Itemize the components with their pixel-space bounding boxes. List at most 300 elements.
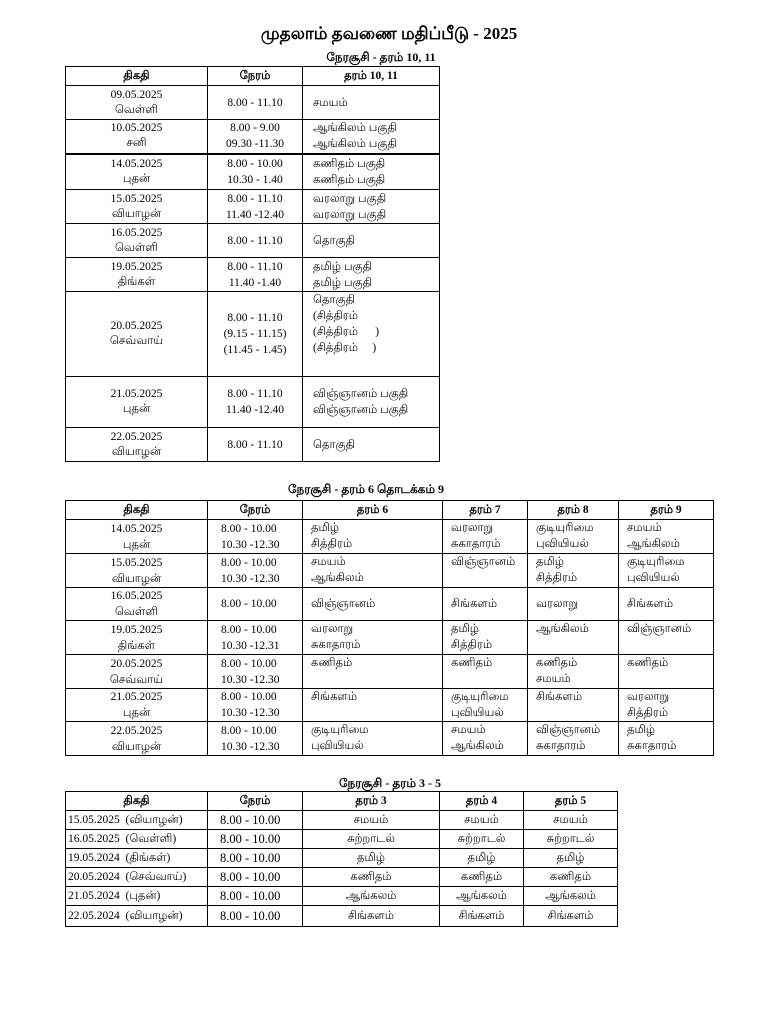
header-row [66, 501, 714, 520]
date-cell [66, 520, 208, 554]
subject-text: தமிழ் [556, 851, 585, 864]
subject-cell [303, 428, 440, 462]
day-text: வியாழன் [111, 207, 162, 220]
table-body [66, 520, 714, 756]
date-text: 22.05.2024 (வியாழன்) [68, 909, 183, 922]
date-cell [66, 292, 208, 377]
subject-cell [619, 722, 714, 756]
subject-text: சிங்களம் [458, 909, 505, 922]
date-cell [66, 86, 208, 120]
subject-cell [524, 906, 618, 927]
day-text: திங்கள் [117, 639, 156, 652]
subject-cell [303, 120, 440, 154]
date-cell [66, 811, 208, 830]
subject-text: விஞ்ஞானம் [536, 724, 601, 736]
subject-cell [440, 849, 524, 868]
date-text: 16.05.2025 [110, 590, 163, 602]
date-text: 10.05.2025 [110, 122, 163, 135]
subject-text: விஞ்ஞானம் [451, 556, 516, 568]
subject-cell [524, 868, 618, 887]
date-text: 15.05.2025 (வியாழன்) [68, 813, 183, 826]
subject-text: குடியுரிமை [536, 522, 594, 534]
time-text: 8.00 - 11.10 [227, 192, 283, 205]
column-header-date: திகதி [66, 501, 208, 520]
day-text: வெள்ளி [114, 606, 159, 618]
subject-text: கணிதம் [536, 657, 578, 669]
time-text: 8.00 - 10.00 [221, 598, 277, 610]
subject-cell [443, 588, 528, 621]
subject-text: கணிதம் [627, 657, 669, 669]
subject-text: கணிதம் [460, 870, 503, 883]
time-cell [208, 588, 303, 621]
subject-text: விஞ்ஞானம் [627, 623, 692, 635]
date-cell [66, 868, 208, 887]
time-text: 09.30 -11.30 [225, 138, 285, 151]
subject-text: தொகுதி [313, 234, 356, 247]
table-row [66, 906, 618, 927]
column-header-time: நேரம் [208, 501, 303, 520]
time-text: 10.30 -12.31 [221, 639, 280, 652]
subject-text: சுற்றாடல் [457, 832, 506, 845]
time-text: 8.00 - 11.10 [227, 96, 283, 109]
subject-text: சித்திரம் [627, 707, 669, 719]
day-text: வியாழன் [111, 445, 162, 458]
timetable-grade-10-11 [65, 66, 440, 462]
date-text: 15.05.2025 [110, 192, 163, 205]
time-cell [208, 554, 303, 588]
time-text: 10.30 -12.30 [221, 707, 280, 719]
time-cell [208, 258, 303, 292]
subject-text: சிங்களம் [347, 909, 395, 922]
day-text: வெள்ளி [114, 103, 159, 116]
day-text: வியாழன் [111, 740, 162, 753]
column-header-grade-7: தரம் 7 [443, 501, 528, 520]
subject-cell [443, 689, 528, 722]
subject-cell [440, 868, 524, 887]
column-header-grade-3: தரம் 3 [303, 792, 440, 811]
timetable-subtitle-grade-10-11: நேரசூசி - தரம் 10, 11 [326, 50, 436, 64]
subject-text: குடியுரிமை [311, 724, 369, 736]
subject-text: கணிதம் [350, 870, 392, 883]
day-text: புதன் [122, 403, 151, 415]
subject-cell [619, 520, 714, 554]
column-header-grade-6: தரம் 6 [303, 501, 443, 520]
timetable-grade-6-9 [65, 500, 714, 756]
table-row [66, 849, 618, 868]
time-cell [208, 722, 303, 756]
subject-cell [303, 621, 443, 655]
subject-text: விஞ்ஞானம் பகுதி [313, 388, 409, 400]
table-header [66, 792, 618, 811]
date-text: 22.05.2025 [110, 724, 163, 737]
subject-cell [524, 887, 618, 906]
table-row [66, 154, 440, 190]
subject-cell [303, 224, 440, 258]
subject-text: சித்திரம் [536, 572, 578, 584]
date-cell [66, 588, 208, 621]
time-text: 11.40 -1.40 [228, 276, 282, 289]
date-text: 19.05.2025 [110, 623, 163, 636]
time-text: 10.30 -12.30 [221, 538, 280, 551]
time-cell [208, 849, 303, 868]
date-text: 15.05.2025 [110, 556, 163, 569]
subject-text: (சித்திரம் [313, 310, 358, 322]
time-cell [208, 887, 303, 906]
date-text: 16.05.2025 (வெள்ளி) [68, 832, 177, 845]
date-cell [66, 655, 208, 689]
time-text: (11.45 - 1.45) [223, 344, 287, 356]
date-text: 14.05.2025 [110, 522, 163, 535]
subject-cell [303, 868, 440, 887]
subject-cell [303, 377, 440, 428]
time-cell [208, 868, 303, 887]
subject-text: வரலாறு [451, 522, 494, 534]
subject-text: கணிதம் [451, 657, 493, 669]
table-row [66, 86, 440, 120]
subject-text: சமயம் [536, 673, 571, 685]
subject-text: சுகாதாரம் [311, 639, 361, 651]
subject-text: சிங்களம் [547, 909, 594, 922]
time-text: 8.00 - 11.10 [227, 438, 283, 451]
subject-text: குடியுரிமை [451, 691, 509, 703]
time-text: 8.00 - 10.00 [221, 556, 277, 569]
table-row [66, 887, 618, 906]
time-text: 8.00 - 11.10 [227, 234, 283, 247]
subject-cell [619, 689, 714, 722]
time-text: 8.00 - 10.00 [227, 157, 283, 170]
subject-cell [528, 621, 619, 655]
day-text: சனி [126, 137, 147, 150]
date-cell [66, 849, 208, 868]
subject-text: ஆங்கலம் [545, 889, 596, 902]
table-header [66, 67, 440, 86]
subject-text: தமிழ் பகுதி [313, 260, 373, 273]
table-row [66, 377, 440, 428]
time-cell [208, 520, 303, 554]
time-text: 8.00 - 10.00 [220, 908, 281, 923]
subject-text: சிங்களம் [627, 598, 674, 610]
time-cell [208, 190, 303, 224]
day-text: திங்கள் [117, 275, 156, 288]
subject-cell [303, 154, 440, 190]
time-cell [208, 906, 303, 927]
column-header-grade-4: தரம் 4 [440, 792, 524, 811]
time-text: (9.15 - 11.15) [223, 328, 287, 340]
timetable-grade-3-5 [65, 791, 618, 927]
time-text: 8.00 - 10.00 [220, 831, 281, 846]
table-body [66, 811, 618, 927]
date-cell [66, 428, 208, 462]
subject-text: புவியியல் [311, 740, 364, 752]
subject-cell [303, 722, 443, 756]
subject-cell [443, 655, 528, 689]
date-text: 09.05.2025 [110, 88, 163, 101]
subject-text: ஆங்கலம் [456, 889, 507, 902]
subject-cell [303, 86, 440, 120]
date-cell [66, 154, 208, 190]
time-cell [208, 811, 303, 830]
table-row [66, 588, 714, 621]
date-cell [66, 120, 208, 154]
subject-text: புவியியல் [451, 707, 504, 719]
subject-text: சிங்களம் [536, 691, 583, 703]
table-body [66, 86, 440, 462]
subject-text: புவியியல் [536, 538, 589, 550]
table-header [66, 501, 714, 520]
subject-text: கணிதம் [549, 870, 592, 883]
subject-cell [440, 906, 524, 927]
subject-cell [619, 621, 714, 655]
time-text: 8.00 - 10.00 [220, 888, 281, 903]
time-text: 8.00 - 10.00 [220, 812, 281, 827]
time-cell [208, 224, 303, 258]
table-row [66, 520, 714, 554]
subject-text: சுகாதாரம் [536, 740, 586, 752]
date-text: 19.05.2025 [110, 260, 163, 273]
subject-cell [528, 655, 619, 689]
table-row [66, 868, 618, 887]
date-cell [66, 190, 208, 224]
subject-text: ஆங்கிலம் பகுதி [313, 122, 397, 135]
table-row [66, 689, 714, 722]
time-text: 8.00 - 9.00 [230, 122, 280, 135]
subject-text: தொகுதி [313, 294, 356, 306]
subject-text: தமிழ் [311, 522, 340, 534]
time-cell [208, 86, 303, 120]
subject-text: வரலாறு [311, 623, 354, 635]
subject-text: சமயம் [451, 724, 486, 736]
subject-text: வரலாறு [536, 598, 579, 610]
day-text: செவ்வாய் [109, 673, 164, 686]
subject-text: (சித்திரம் ) [313, 326, 380, 338]
header-row [66, 792, 618, 811]
time-text: 11.40 -12.40 [225, 404, 285, 416]
day-text: புதன் [122, 707, 151, 719]
subject-cell [443, 621, 528, 655]
subject-text: (சித்திரம் ) [313, 342, 377, 354]
date-cell [66, 830, 208, 849]
subject-cell [303, 811, 440, 830]
subject-cell [528, 554, 619, 588]
subject-text: தமிழ் [627, 724, 656, 736]
time-text: 8.00 - 10.00 [221, 623, 277, 636]
date-cell [66, 722, 208, 756]
date-cell [66, 258, 208, 292]
subject-text: குடியுரிமை [627, 556, 685, 568]
date-cell [66, 621, 208, 655]
subject-text: சுகாதாரம் [451, 538, 501, 550]
table-row [66, 120, 440, 154]
subject-text: தமிழ் பகுதி [313, 276, 373, 289]
table-row [66, 428, 440, 462]
column-header-time: நேரம் [208, 792, 303, 811]
date-text: 21.05.2025 [110, 691, 163, 703]
subject-cell [303, 190, 440, 224]
subject-cell [524, 811, 618, 830]
timetable-subtitle-grade-6-9: நேரசூசி - தரம் 6 தொடக்கம் 9 [288, 482, 444, 496]
subject-text: சமயம் [627, 522, 662, 534]
subject-text: ஆங்கிலம் [627, 538, 680, 550]
subject-text: சமயம் [313, 96, 348, 109]
date-cell [66, 887, 208, 906]
subject-cell [303, 689, 443, 722]
subject-cell [443, 554, 528, 588]
day-text: வியாழன் [111, 572, 162, 585]
time-cell [208, 428, 303, 462]
subject-cell [524, 830, 618, 849]
subject-text: சமயம் [464, 813, 499, 826]
time-text: 8.00 - 10.00 [221, 522, 277, 535]
time-text: 8.00 - 10.00 [220, 869, 281, 884]
column-header-grade-9: தரம் 9 [619, 501, 714, 520]
time-cell [208, 377, 303, 428]
subject-text: சமயம் [353, 813, 389, 826]
subject-cell [443, 722, 528, 756]
document-title: முதலாம் தவணை மதிப்பீடு - 2025 [260, 24, 518, 43]
subject-cell [303, 292, 440, 377]
subject-text: சுற்றாடல் [546, 832, 595, 845]
subject-text: ஆங்கிலம் பகுதி [313, 138, 397, 151]
subject-text: கணிதம் பகுதி [313, 157, 386, 170]
column-header-time: நேரம் [208, 67, 303, 86]
date-text: 16.05.2025 [110, 226, 163, 239]
table-row [66, 554, 714, 588]
time-text: 11.40 -12.40 [225, 208, 285, 221]
subject-text: சுற்றாடல் [347, 832, 395, 845]
table-row [66, 655, 714, 689]
subject-text: விஞ்ஞானம் [311, 598, 376, 610]
time-text: 8.00 - 10.00 [221, 691, 277, 703]
table-row [66, 621, 714, 655]
subject-text: தமிழ் [356, 851, 386, 864]
day-text: புதன் [122, 172, 151, 185]
timetable-subtitle-grade-3-5: நேரசூசி - தரம் 3 - 5 [339, 776, 441, 790]
subject-text: கணிதம் பகுதி [313, 173, 386, 186]
time-text: 10.30 -12.30 [221, 740, 280, 753]
header-row [66, 67, 440, 86]
date-cell [66, 906, 208, 927]
subject-cell [303, 655, 443, 689]
table-row [66, 830, 618, 849]
time-cell [208, 689, 303, 722]
date-text: 22.05.2025 [110, 430, 163, 443]
subject-cell [303, 849, 440, 868]
time-cell [208, 292, 303, 377]
subject-text: ஆங்கலம் [345, 889, 397, 902]
subject-cell [619, 588, 714, 621]
subject-cell [303, 258, 440, 292]
date-text: 19.05.2024 (திங்கள்) [68, 851, 171, 864]
date-text: 21.05.2024 (புதன்) [68, 889, 161, 902]
table-row [66, 811, 618, 830]
subject-text: வரலாறு பகுதி [313, 208, 387, 221]
date-text: 20.05.2024 (செவ்வாய்) [68, 870, 187, 883]
time-cell [208, 154, 303, 190]
subject-cell [443, 520, 528, 554]
table-row [66, 224, 440, 258]
subject-text: சமயம் [553, 813, 588, 826]
subject-text: வரலாறு பகுதி [313, 192, 387, 205]
table-row [66, 190, 440, 224]
time-text: 10.30 - 1.40 [227, 173, 283, 186]
subject-cell [528, 520, 619, 554]
subject-cell [528, 588, 619, 621]
subject-cell [528, 722, 619, 756]
subject-text: சிங்களம் [451, 598, 498, 610]
time-text: 8.00 - 10.00 [221, 724, 277, 737]
date-cell [66, 689, 208, 722]
subject-text: ஆங்கிலம் [311, 572, 364, 584]
subject-cell [440, 811, 524, 830]
day-text: செவ்வாய் [109, 335, 164, 347]
subject-text: சமயம் [311, 556, 346, 568]
time-cell [208, 621, 303, 655]
time-text: 8.00 - 10.00 [220, 850, 281, 865]
column-header-grade-10-11: தரம் 10, 11 [303, 67, 440, 86]
column-header-date: திகதி [66, 792, 208, 811]
subject-cell [303, 520, 443, 554]
day-text: புதன் [122, 538, 151, 551]
subject-cell [619, 655, 714, 689]
subject-cell [303, 887, 440, 906]
subject-cell [303, 588, 443, 621]
time-text: 8.00 - 11.10 [227, 388, 283, 400]
table-row [66, 292, 440, 377]
date-text: 20.05.2025 [110, 657, 163, 670]
date-text: 14.05.2025 [110, 157, 163, 170]
subject-cell [303, 830, 440, 849]
time-cell [208, 655, 303, 689]
date-cell [66, 224, 208, 258]
date-text: 21.05.2025 [110, 388, 163, 400]
column-header-grade-5: தரம் 5 [524, 792, 618, 811]
time-text: 10.30 -12.30 [221, 572, 280, 585]
date-text: 20.05.2025 [110, 320, 163, 332]
subject-text: வரலாறு [627, 691, 670, 703]
subject-text: தமிழ் [451, 623, 480, 635]
subject-text: ஆங்கிலம் [536, 623, 589, 635]
subject-text: சித்திரம் [311, 538, 353, 550]
subject-text: விஞ்ஞானம் பகுதி [313, 404, 409, 416]
subject-text: சிங்களம் [311, 691, 358, 703]
table-row [66, 722, 714, 756]
time-text: 10.30 -12.30 [221, 673, 280, 686]
subject-text: தமிழ் [467, 851, 496, 864]
column-header-grade-8: தரம் 8 [528, 501, 619, 520]
subject-text: ஆங்கிலம் [451, 740, 504, 752]
subject-text: சுகாதாரம் [627, 740, 677, 752]
subject-text: புவியியல் [627, 572, 680, 584]
table-row [66, 258, 440, 292]
subject-text: தமிழ் [536, 556, 565, 568]
subject-cell [440, 887, 524, 906]
time-cell [208, 830, 303, 849]
time-cell [208, 120, 303, 154]
subject-text: சித்திரம் [451, 639, 493, 651]
subject-cell [524, 849, 618, 868]
time-text: 8.00 - 11.10 [227, 260, 283, 273]
date-cell [66, 377, 208, 428]
subject-text: தொகுதி [313, 438, 356, 451]
time-text: 8.00 - 11.10 [227, 312, 283, 324]
subject-cell [303, 906, 440, 927]
date-cell [66, 554, 208, 588]
time-text: 8.00 - 10.00 [221, 657, 277, 670]
day-text: வெள்ளி [114, 241, 159, 254]
subject-cell [440, 830, 524, 849]
subject-cell [303, 554, 443, 588]
subject-cell [528, 689, 619, 722]
